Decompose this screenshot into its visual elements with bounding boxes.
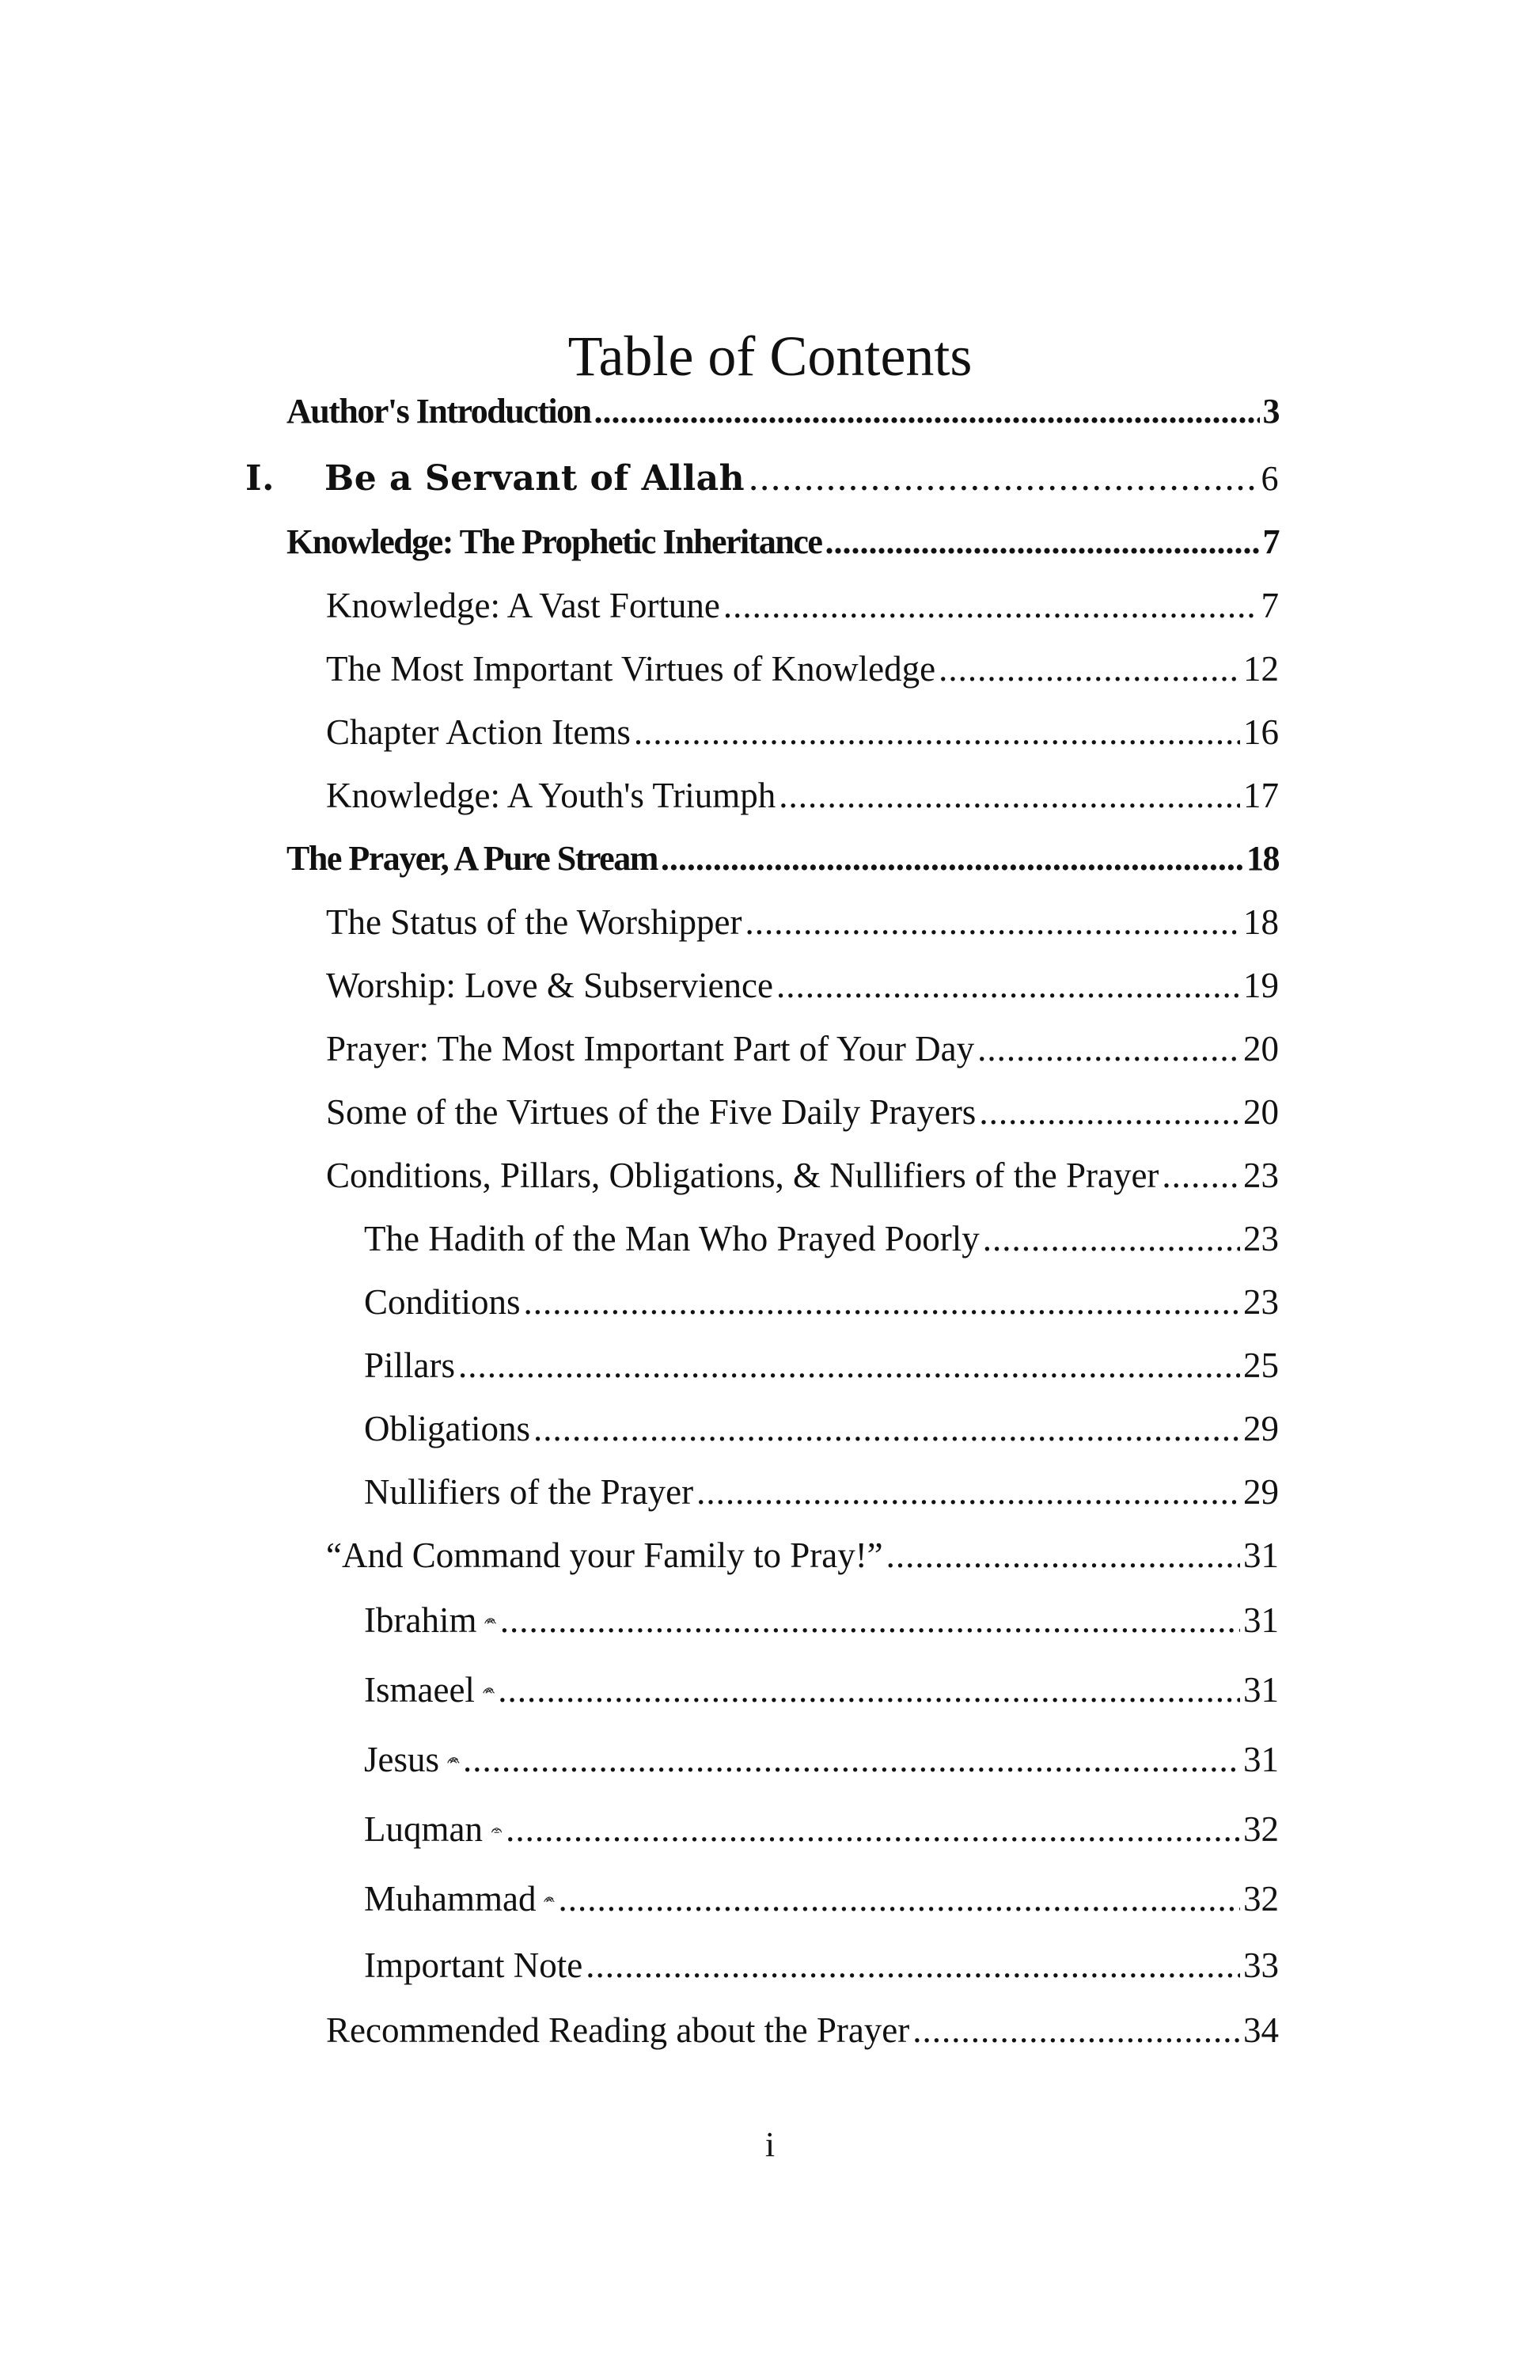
toc-entry-page: 7 [1261,586,1279,625]
toc-entry-page: 31 [1243,1535,1279,1575]
toc-entry-label: Luqman [364,1809,483,1849]
toc-entry-prayer-most-important-part[interactable] [326,1021,1279,1076]
dot-leader [498,1662,1240,1718]
toc-entry-label: Knowledge: The Prophetic Inheritance [286,522,822,561]
dot-leader [825,514,1259,570]
toc-entry-label: Ismaeel [364,1670,475,1710]
toc-entry-page: 20 [1243,1029,1279,1069]
toc-entry-page: 31 [1243,1600,1279,1640]
dot-leader [586,1938,1240,1993]
toc-entry-conditions[interactable] [364,1274,1279,1330]
part-number: I. [245,458,275,499]
toc-entry-virtues-of-knowledge[interactable] [326,641,1279,697]
toc-entry-page: 23 [1243,1219,1279,1258]
toc-entry-pillars[interactable] [364,1338,1279,1393]
toc-entry-muhammad[interactable] [364,1871,1279,1926]
honorific-calligraphy-icon [483,1678,495,1702]
toc-entry-label: “And Command your Family to Pray!” [326,1535,883,1575]
toc-entry-label: Nullifiers of the Prayer [364,1472,694,1512]
toc-entry-recommended-reading[interactable] [326,2002,1279,2058]
toc-entry-page: 16 [1243,712,1279,752]
toc-entry-hadith-man-prayed-poorly[interactable] [364,1211,1279,1266]
dot-leader [524,1274,1240,1330]
toc-entry-page: 32 [1243,1809,1279,1849]
toc-entry-prayer-pure-stream[interactable] [286,831,1279,886]
toc-entry-label: Knowledge: A Vast Fortune [326,586,720,625]
page-title: Table of Contents [567,325,973,388]
toc-entry-status-of-worshipper[interactable] [326,894,1279,950]
toc-entry-page: 31 [1243,1670,1279,1710]
dot-leader [1162,1148,1240,1203]
dot-leader [912,2002,1240,2058]
toc-entry-label: Pillars [364,1346,456,1385]
dot-leader [979,1084,1240,1140]
toc-entry-page: 18 [1243,902,1279,942]
dot-leader [939,641,1240,697]
honorific-calligraphy-icon [544,1887,555,1911]
toc-entry-ibrahim[interactable] [364,1592,1279,1648]
dot-leader [500,1592,1240,1648]
toc-entry-page: 23 [1243,1156,1279,1195]
toc-entry-label: Muhammad [364,1879,537,1919]
toc-entry-label: Jesus [364,1740,440,1779]
toc-entry-knowledge-vast-fortune[interactable] [326,578,1279,633]
page-number: i [764,2125,776,2164]
toc-entry-virtues-five-daily-prayers[interactable] [326,1084,1279,1140]
toc-entry-worship-love-subservience[interactable] [326,958,1279,1013]
honorific-calligraphy-icon [491,1817,503,1841]
toc-entry-label: The Hadith of the Man Who Prayed Poorly [364,1219,980,1258]
toc-entry-label: Recommended Reading about the Prayer [326,2010,910,2050]
toc-entry-page: 29 [1243,1409,1279,1448]
dot-leader [696,1464,1240,1520]
dot-leader [463,1732,1240,1787]
toc-entry-label: Worship: Love & Subservience [326,966,774,1005]
dot-leader [559,1871,1240,1926]
toc-entry-label: The Most Important Virtues of Knowledge [326,649,936,689]
toc-entry-chapter-action-items[interactable] [326,704,1279,760]
toc-entry-obligations[interactable] [364,1401,1279,1456]
toc-entry-page: 7 [1262,522,1279,561]
dot-leader [745,894,1240,950]
toc-entry-page: 19 [1243,966,1279,1005]
toc-entry-conditions-pillars-obligations[interactable] [326,1148,1279,1203]
toc-entry-label: Knowledge: A Youth's Triumph [326,776,776,815]
toc-entry-page: 12 [1243,649,1279,689]
dot-leader [983,1211,1240,1266]
toc-entry-page: 23 [1243,1282,1279,1322]
toc-entry-jesus[interactable] [364,1732,1279,1787]
toc-entry-luqman[interactable] [364,1801,1279,1857]
toc-entry-page: 3 [1262,392,1279,431]
dot-leader [723,578,1258,633]
toc-entry-label: Chapter Action Items [326,712,631,752]
dot-leader [634,704,1240,760]
dot-leader [977,1021,1240,1076]
dot-leader [779,768,1240,823]
toc-entry-label: Obligations [364,1409,530,1448]
toc-entry-page: 17 [1243,776,1279,815]
toc-entry-label: Ibrahim [364,1600,477,1640]
toc-entry-label: Prayer: The Most Important Part of Your Day [326,1029,975,1069]
toc-entry-page: 31 [1243,1740,1279,1779]
toc-entry-nullifiers[interactable] [364,1464,1279,1520]
dot-leader [594,384,1260,439]
toc-entry-page: 33 [1243,1945,1279,1985]
toc-entry-label: The Status of the Worshipper [326,902,742,942]
toc-entry-command-family-pray[interactable] [326,1528,1279,1583]
toc-entry-important-note[interactable] [364,1938,1279,1993]
dot-leader [661,831,1243,886]
dot-leader [886,1528,1240,1583]
honorific-calligraphy-icon [484,1608,496,1632]
toc-entry-page: 6 [1261,459,1279,498]
toc-entry-label: The Prayer, A Pure Stream [286,839,658,878]
toc-entry-label: Conditions, Pillars, Obligations, & Nullifiers of the Prayer [326,1156,1159,1195]
dot-leader [458,1338,1240,1393]
toc-entry-label: Conditions [364,1282,521,1322]
toc-entry-youths-triumph[interactable] [326,768,1279,823]
toc-entry-authors-introduction[interactable] [286,384,1279,439]
dot-leader [748,451,1257,507]
dot-leader [506,1801,1240,1857]
toc-entry-knowledge-prophetic-inheritance[interactable] [286,514,1279,570]
dot-leader [776,958,1240,1013]
honorific-calligraphy-icon [447,1748,460,1771]
toc-entry-page: 32 [1243,1879,1279,1919]
toc-entry-page: 20 [1243,1092,1279,1132]
toc-entry-label: Be a Servant of Allah [324,458,745,499]
toc-entry-page: 34 [1243,2010,1279,2050]
toc-entry-ismaeel[interactable] [364,1662,1279,1718]
toc-entry-label: Some of the Virtues of the Five Daily Prayers [326,1092,977,1132]
dot-leader [533,1401,1240,1456]
toc-entry-part-1[interactable] [245,451,1279,507]
toc-entry-label: Author's Introduction [286,392,591,431]
toc-entry-page: 29 [1243,1472,1279,1512]
toc-entry-page: 18 [1246,839,1279,878]
toc-entry-page: 25 [1243,1346,1279,1385]
toc-entry-label: Important Note [364,1945,583,1985]
